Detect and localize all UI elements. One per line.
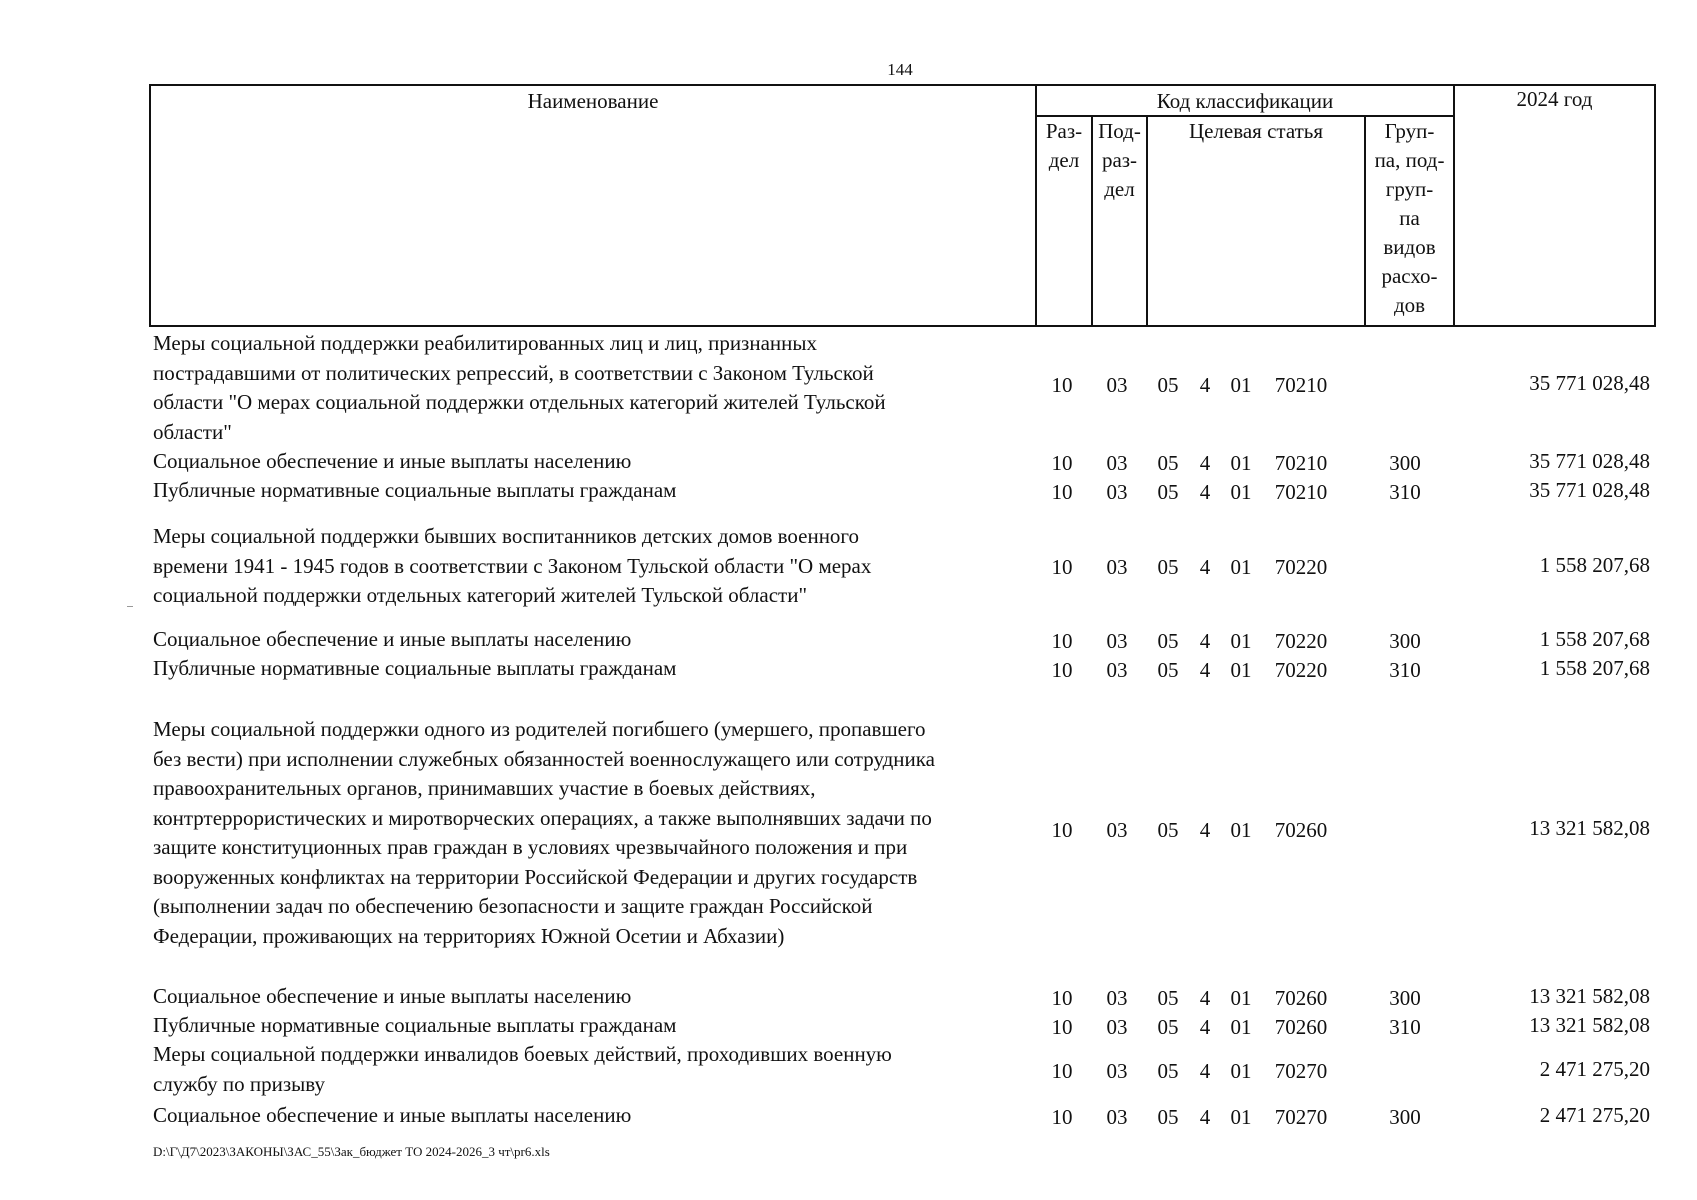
row-target-type: 4: [1199, 1105, 1211, 1129]
row-target-program: 05: [1157, 1105, 1179, 1129]
row-name: Меры социальной поддержки одного из родителей погибшего (умершего, пропавшего без вести) при исполнении служебных обязанностей военнослужащего или сотрудника правоохранительных органов, принимавших участие в боевых действиях, контртеррористических и миротворческих операциях, а также выполнявших задачи по защите конституционных прав граждан в условиях чрезвычайного положения и при вооруженных конфликтах на территории Российской Федерации и других государств (выполнении задач по обеспечению безопасности и защите граждан Российской Федерации, проживающих на территориях Южной Осетии и Абхазии): [153, 717, 935, 948]
row-target-direction: 70270: [1274, 1105, 1328, 1129]
row-razdel: 10: [1051, 555, 1073, 579]
row-amount: 1 558 207,68: [1539, 656, 1650, 680]
row-group: 300: [1389, 1105, 1421, 1129]
row-group: 310: [1389, 480, 1421, 504]
row-target-subprogram: 01: [1230, 451, 1252, 475]
row-target-program: 05: [1157, 818, 1179, 842]
row-target-direction: 70260: [1274, 986, 1328, 1010]
row-podrazdel: 03: [1106, 986, 1128, 1010]
header-podrazdel: Под- раз- дел: [1098, 119, 1141, 201]
row-name: Публичные нормативные социальные выплаты гражданам: [153, 478, 677, 502]
row-amount: 35 771 028,48: [1529, 478, 1650, 502]
row-amount: 2 471 275,20: [1539, 1103, 1650, 1127]
row-group: 300: [1389, 629, 1421, 653]
row-razdel: 10: [1051, 451, 1073, 475]
row-target-program: 05: [1157, 555, 1179, 579]
row-amount: 1 558 207,68: [1539, 627, 1650, 651]
row-target-subprogram: 01: [1230, 480, 1252, 504]
row-podrazdel: 03: [1106, 658, 1128, 682]
row-target-subprogram: 01: [1230, 629, 1252, 653]
row-target-program: 05: [1157, 1059, 1179, 1083]
row-target-type: 4: [1199, 629, 1211, 653]
row-target-direction: 70260: [1274, 818, 1328, 842]
row-razdel: 10: [1051, 818, 1073, 842]
row-amount: 35 771 028,48: [1529, 449, 1650, 473]
row-target-direction: 70270: [1274, 1059, 1328, 1083]
row-target-direction: 70220: [1274, 629, 1328, 653]
row-target-program: 05: [1157, 658, 1179, 682]
row-amount: 35 771 028,48: [1529, 371, 1650, 395]
row-podrazdel: 03: [1106, 818, 1128, 842]
row-target-subprogram: 01: [1230, 555, 1252, 579]
row-name: Социальное обеспечение и иные выплаты населению: [153, 627, 632, 651]
row-name: Публичные нормативные социальные выплаты гражданам: [153, 656, 677, 680]
row-group: 310: [1389, 658, 1421, 682]
row-podrazdel: 03: [1106, 1015, 1128, 1039]
row-group: 300: [1389, 986, 1421, 1010]
row-target-type: 4: [1199, 818, 1211, 842]
header-divider: [1146, 115, 1148, 327]
row-name: Меры социальной поддержки бывших воспитанников детских домов военного времени 1941 - 1945 годов в соответствии с Законом Тульской области "О мерах социальной поддержки отдельных категорий жителей Тульской области": [153, 524, 872, 607]
header-group: Груп- па, под- груп- па видов расхо- дов: [1374, 119, 1445, 317]
row-target-direction: 70210: [1274, 373, 1328, 397]
row-target-type: 4: [1199, 986, 1211, 1010]
row-target-type: 4: [1199, 658, 1211, 682]
row-razdel: 10: [1051, 1015, 1073, 1039]
row-podrazdel: 03: [1106, 629, 1128, 653]
row-target-subprogram: 01: [1230, 373, 1252, 397]
row-target-direction: 70220: [1274, 555, 1328, 579]
row-name: Социальное обеспечение и иные выплаты населению: [153, 449, 632, 473]
row-target-program: 05: [1157, 1015, 1179, 1039]
row-target-type: 4: [1199, 373, 1211, 397]
row-target-direction: 70260: [1274, 1015, 1328, 1039]
row-amount: 13 321 582,08: [1529, 1013, 1650, 1037]
row-name: Социальное обеспечение и иные выплаты населению: [153, 984, 632, 1008]
row-target-subprogram: 01: [1230, 1015, 1252, 1039]
row-target-type: 4: [1199, 480, 1211, 504]
row-target-direction: 70210: [1274, 480, 1328, 504]
row-group: 300: [1389, 451, 1421, 475]
footer-file-path: D:\Г\Д7\2023\ЗАКОНЫ\ЗАС_55\Зак_бюджет ТО 2024-2026_3 чт\pr6.xls: [153, 1144, 550, 1159]
row-name: Социальное обеспечение и иные выплаты населению: [153, 1103, 632, 1127]
row-target-type: 4: [1199, 451, 1211, 475]
header-code-classification: Код классификации: [1156, 89, 1334, 113]
row-razdel: 10: [1051, 658, 1073, 682]
row-target-program: 05: [1157, 629, 1179, 653]
row-podrazdel: 03: [1106, 555, 1128, 579]
row-target-type: 4: [1199, 555, 1211, 579]
header-year: 2024 год: [1516, 87, 1593, 111]
row-razdel: 10: [1051, 480, 1073, 504]
row-amount: 2 471 275,20: [1539, 1057, 1650, 1081]
row-group: 310: [1389, 1015, 1421, 1039]
row-target-program: 05: [1157, 986, 1179, 1010]
header-razdel: Раз- дел: [1045, 119, 1083, 172]
row-name: Меры социальной поддержки инвалидов боевых действий, проходивших военную службу по призыву: [153, 1042, 892, 1096]
row-podrazdel: 03: [1106, 451, 1128, 475]
row-razdel: 10: [1051, 373, 1073, 397]
row-podrazdel: 03: [1106, 1105, 1128, 1129]
row-target-type: 4: [1199, 1059, 1211, 1083]
margin-mark: [127, 606, 133, 607]
row-target-subprogram: 01: [1230, 658, 1252, 682]
row-target-subprogram: 01: [1230, 1105, 1252, 1129]
row-razdel: 10: [1051, 1105, 1073, 1129]
row-target-subprogram: 01: [1230, 1059, 1252, 1083]
header-name: Наименование: [527, 89, 659, 113]
row-amount: 1 558 207,68: [1539, 553, 1650, 577]
row-target-subprogram: 01: [1230, 818, 1252, 842]
row-name: Публичные нормативные социальные выплаты гражданам: [153, 1013, 677, 1037]
row-amount: 13 321 582,08: [1529, 816, 1650, 840]
row-name: Меры социальной поддержки реабилитированных лиц и лиц, признанных пострадавшими от политических репрессий, в соответствии с Законом Тульской области "О мерах социальной поддержки отдельных категорий жителей Тульской области": [153, 331, 886, 444]
row-target-direction: 70210: [1274, 451, 1328, 475]
row-podrazdel: 03: [1106, 480, 1128, 504]
row-target-program: 05: [1157, 373, 1179, 397]
row-amount: 13 321 582,08: [1529, 984, 1650, 1008]
row-podrazdel: 03: [1106, 373, 1128, 397]
row-podrazdel: 03: [1106, 1059, 1128, 1083]
row-target-program: 05: [1157, 480, 1179, 504]
row-target-type: 4: [1199, 1015, 1211, 1039]
row-target-direction: 70220: [1274, 658, 1328, 682]
header-target-article: Целевая статья: [1188, 119, 1324, 143]
row-razdel: 10: [1051, 629, 1073, 653]
page-number: 144: [887, 60, 913, 79]
row-target-program: 05: [1157, 451, 1179, 475]
row-razdel: 10: [1051, 986, 1073, 1010]
row-target-subprogram: 01: [1230, 986, 1252, 1010]
header-divider: [1453, 84, 1455, 327]
row-razdel: 10: [1051, 1059, 1073, 1083]
